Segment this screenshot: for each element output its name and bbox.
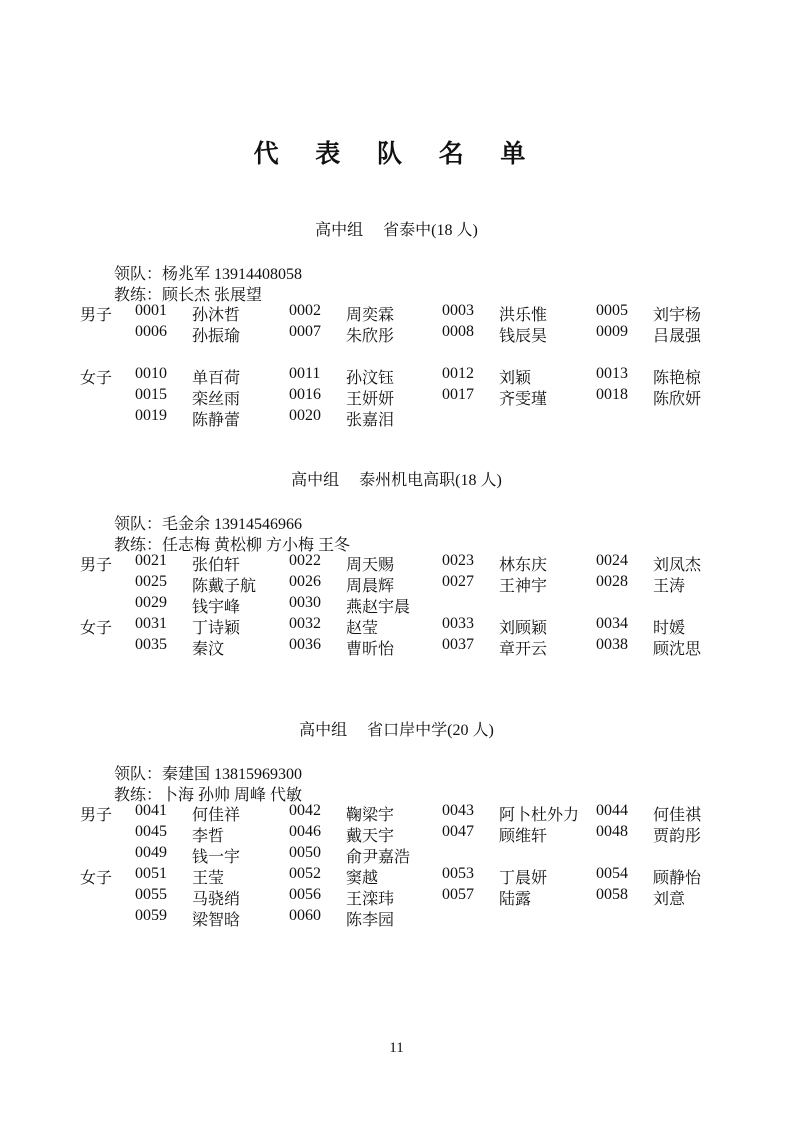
member-name: 王莹: [192, 870, 225, 887]
member-number: 0008: [442, 323, 474, 340]
member-number: 0037: [442, 636, 474, 653]
member-number: 0021: [135, 552, 167, 569]
member-number: 0032: [289, 615, 321, 632]
member-number: 0026: [289, 573, 321, 590]
member-name: 陈艳椋: [653, 370, 702, 387]
member-number: 0011: [289, 365, 321, 382]
member-number: 0052: [289, 865, 321, 882]
member-name: 赵莹: [346, 620, 379, 637]
member-name: 王妍妍: [346, 391, 395, 408]
member-number: 0029: [135, 594, 167, 611]
member-name: 刘颖: [499, 370, 532, 387]
girls-label: 女子: [80, 870, 113, 887]
member-name: 刘凤杰: [653, 557, 702, 574]
member-name: 齐雯瑾: [499, 391, 548, 408]
member-row: [0, 823, 793, 844]
member-name: 李哲: [192, 828, 225, 845]
member-name: 张嘉泪: [346, 412, 395, 429]
member-row: [0, 386, 793, 407]
boys-label: 男子: [80, 807, 113, 824]
member-name: 陈李园: [346, 912, 395, 929]
member-row: [0, 594, 793, 615]
boys-label: 男子: [80, 307, 113, 324]
member-row: [0, 886, 793, 907]
member-row: [0, 907, 793, 928]
member-number: 0020: [289, 407, 321, 424]
member-name: 马骁绡: [192, 891, 241, 908]
member-number: 0042: [289, 802, 321, 819]
member-number: 0058: [596, 886, 628, 903]
member-number: 0030: [289, 594, 321, 611]
member-name: 曹昕怡: [346, 641, 395, 658]
member-number: 0009: [596, 323, 628, 340]
member-number: 0044: [596, 802, 628, 819]
member-name: 栾丝雨: [192, 391, 241, 408]
member-number: 0003: [442, 302, 474, 319]
member-name: 窦越: [346, 870, 379, 887]
member-name: 时媛: [653, 620, 686, 637]
member-name: 秦汶: [192, 641, 225, 658]
member-number: 0048: [596, 823, 628, 840]
member-number: 0019: [135, 407, 167, 424]
team-school: 泰州机电高职(18 人): [359, 472, 502, 489]
member-number: 0043: [442, 802, 474, 819]
member-name: 钱宇峰: [192, 599, 241, 616]
team-coach: 教练：顾长杰 张展望: [114, 287, 263, 304]
member-number: 0050: [289, 844, 321, 861]
member-name: 王神宇: [499, 578, 548, 595]
member-name: 何佳祺: [653, 807, 702, 824]
page-number: 11: [389, 1040, 404, 1056]
member-number: 0022: [289, 552, 321, 569]
member-name: 朱欣彤: [346, 328, 395, 345]
member-name: 张伯轩: [192, 557, 241, 574]
member-name: 陆露: [499, 891, 532, 908]
member-number: 0053: [442, 865, 474, 882]
member-number: 0051: [135, 865, 167, 882]
member-name: 王涛: [653, 578, 686, 595]
member-name: 刘顾颖: [499, 620, 548, 637]
team-group: 高中组: [315, 222, 364, 239]
member-number: 0015: [135, 386, 167, 403]
member-number: 0038: [596, 636, 628, 653]
member-number: 0018: [596, 386, 628, 403]
member-row: [0, 302, 793, 323]
member-number: 0025: [135, 573, 167, 590]
member-number: 0047: [442, 823, 474, 840]
team-leader: 领队：毛金余 13914546966: [114, 516, 303, 533]
member-number: 0012: [442, 365, 474, 382]
member-number: 0010: [135, 365, 167, 382]
member-number: 0046: [289, 823, 321, 840]
member-name: 鞠梁宇: [346, 807, 395, 824]
member-number: 0045: [135, 823, 167, 840]
member-number: 0060: [289, 907, 321, 924]
team-leader: 领队：秦建国 13815969300: [114, 766, 303, 783]
team-coach: 教练：卜海 孙帅 周峰 代敏: [114, 787, 303, 804]
member-name: 孙振瑜: [192, 328, 241, 345]
member-number: 0031: [135, 615, 167, 632]
member-row: [0, 552, 793, 573]
team-heading: [0, 717, 793, 740]
member-number: 0049: [135, 844, 167, 861]
member-name: 顾维轩: [499, 828, 548, 845]
member-row: [0, 573, 793, 594]
member-number: 0002: [289, 302, 321, 319]
member-number: 0017: [442, 386, 474, 403]
member-number: 0006: [135, 323, 167, 340]
member-name: 梁智晗: [192, 912, 241, 929]
member-name: 钱一宇: [192, 849, 241, 866]
team-school: 省泰中(18 人): [383, 222, 478, 239]
member-name: 钱辰昊: [499, 328, 548, 345]
member-name: 戴天宇: [346, 828, 395, 845]
girls-label: 女子: [80, 370, 113, 387]
member-number: 0005: [596, 302, 628, 319]
member-name: 刘意: [653, 891, 686, 908]
member-row: [0, 323, 793, 344]
member-number: 0007: [289, 323, 321, 340]
member-row: [0, 365, 793, 386]
member-name: 陈戴子航: [192, 578, 257, 595]
team-school: 省口岸中学(20 人): [367, 722, 494, 739]
member-number: 0016: [289, 386, 321, 403]
member-name: 顾沈思: [653, 641, 702, 658]
member-row: [0, 615, 793, 636]
member-number: 0001: [135, 302, 167, 319]
member-name: 周晨辉: [346, 578, 395, 595]
member-number: 0041: [135, 802, 167, 819]
member-number: 0056: [289, 886, 321, 903]
member-name: 何佳祥: [192, 807, 241, 824]
member-name: 俞尹嘉浩: [346, 849, 411, 866]
member-name: 丁诗颖: [192, 620, 241, 637]
member-number: 0036: [289, 636, 321, 653]
member-name: 刘宇杨: [653, 307, 702, 324]
girls-label: 女子: [80, 620, 113, 637]
member-name: 周天赐: [346, 557, 395, 574]
member-name: 洪乐惟: [499, 307, 548, 324]
member-name: 顾静怡: [653, 870, 702, 887]
member-name: 林东庆: [499, 557, 548, 574]
member-number: 0057: [442, 886, 474, 903]
member-number: 0035: [135, 636, 167, 653]
member-name: 贾韵彤: [653, 828, 702, 845]
member-number: 0028: [596, 573, 628, 590]
member-name: 燕赵宇晨: [346, 599, 411, 616]
member-number: 0055: [135, 886, 167, 903]
member-name: 周奕霖: [346, 307, 395, 324]
member-name: 阿卜杜外力: [499, 807, 580, 824]
team-group: 高中组: [299, 722, 348, 739]
member-number: 0033: [442, 615, 474, 632]
member-number: 0059: [135, 907, 167, 924]
team-heading: [0, 217, 793, 240]
member-name: 孙沐哲: [192, 307, 241, 324]
member-name: 单百荷: [192, 370, 241, 387]
member-number: 0027: [442, 573, 474, 590]
page-title: 代 表 队 名 单: [253, 139, 540, 168]
team-group: 高中组: [291, 472, 340, 489]
member-name: 陈静蕾: [192, 412, 241, 429]
member-number: 0023: [442, 552, 474, 569]
member-row: [0, 844, 793, 865]
team-coach: 教练：任志梅 黄松柳 方小梅 王冬: [114, 537, 351, 554]
member-name: 章开云: [499, 641, 548, 658]
member-number: 0054: [596, 865, 628, 882]
member-row: [0, 802, 793, 823]
member-name: 王滦玮: [346, 891, 395, 908]
member-number: 0024: [596, 552, 628, 569]
member-number: 0034: [596, 615, 628, 632]
member-row: [0, 636, 793, 657]
member-name: 陈欣妍: [653, 391, 702, 408]
member-name: 丁晨妍: [499, 870, 548, 887]
member-row: [0, 865, 793, 886]
team-leader: 领队：杨兆军 13914408058: [114, 266, 303, 283]
member-number: 0013: [596, 365, 628, 382]
boys-label: 男子: [80, 557, 113, 574]
member-row: [0, 407, 793, 428]
team-heading: [0, 467, 793, 490]
member-name: 孙汶钰: [346, 370, 395, 387]
member-name: 吕晟强: [653, 328, 702, 345]
